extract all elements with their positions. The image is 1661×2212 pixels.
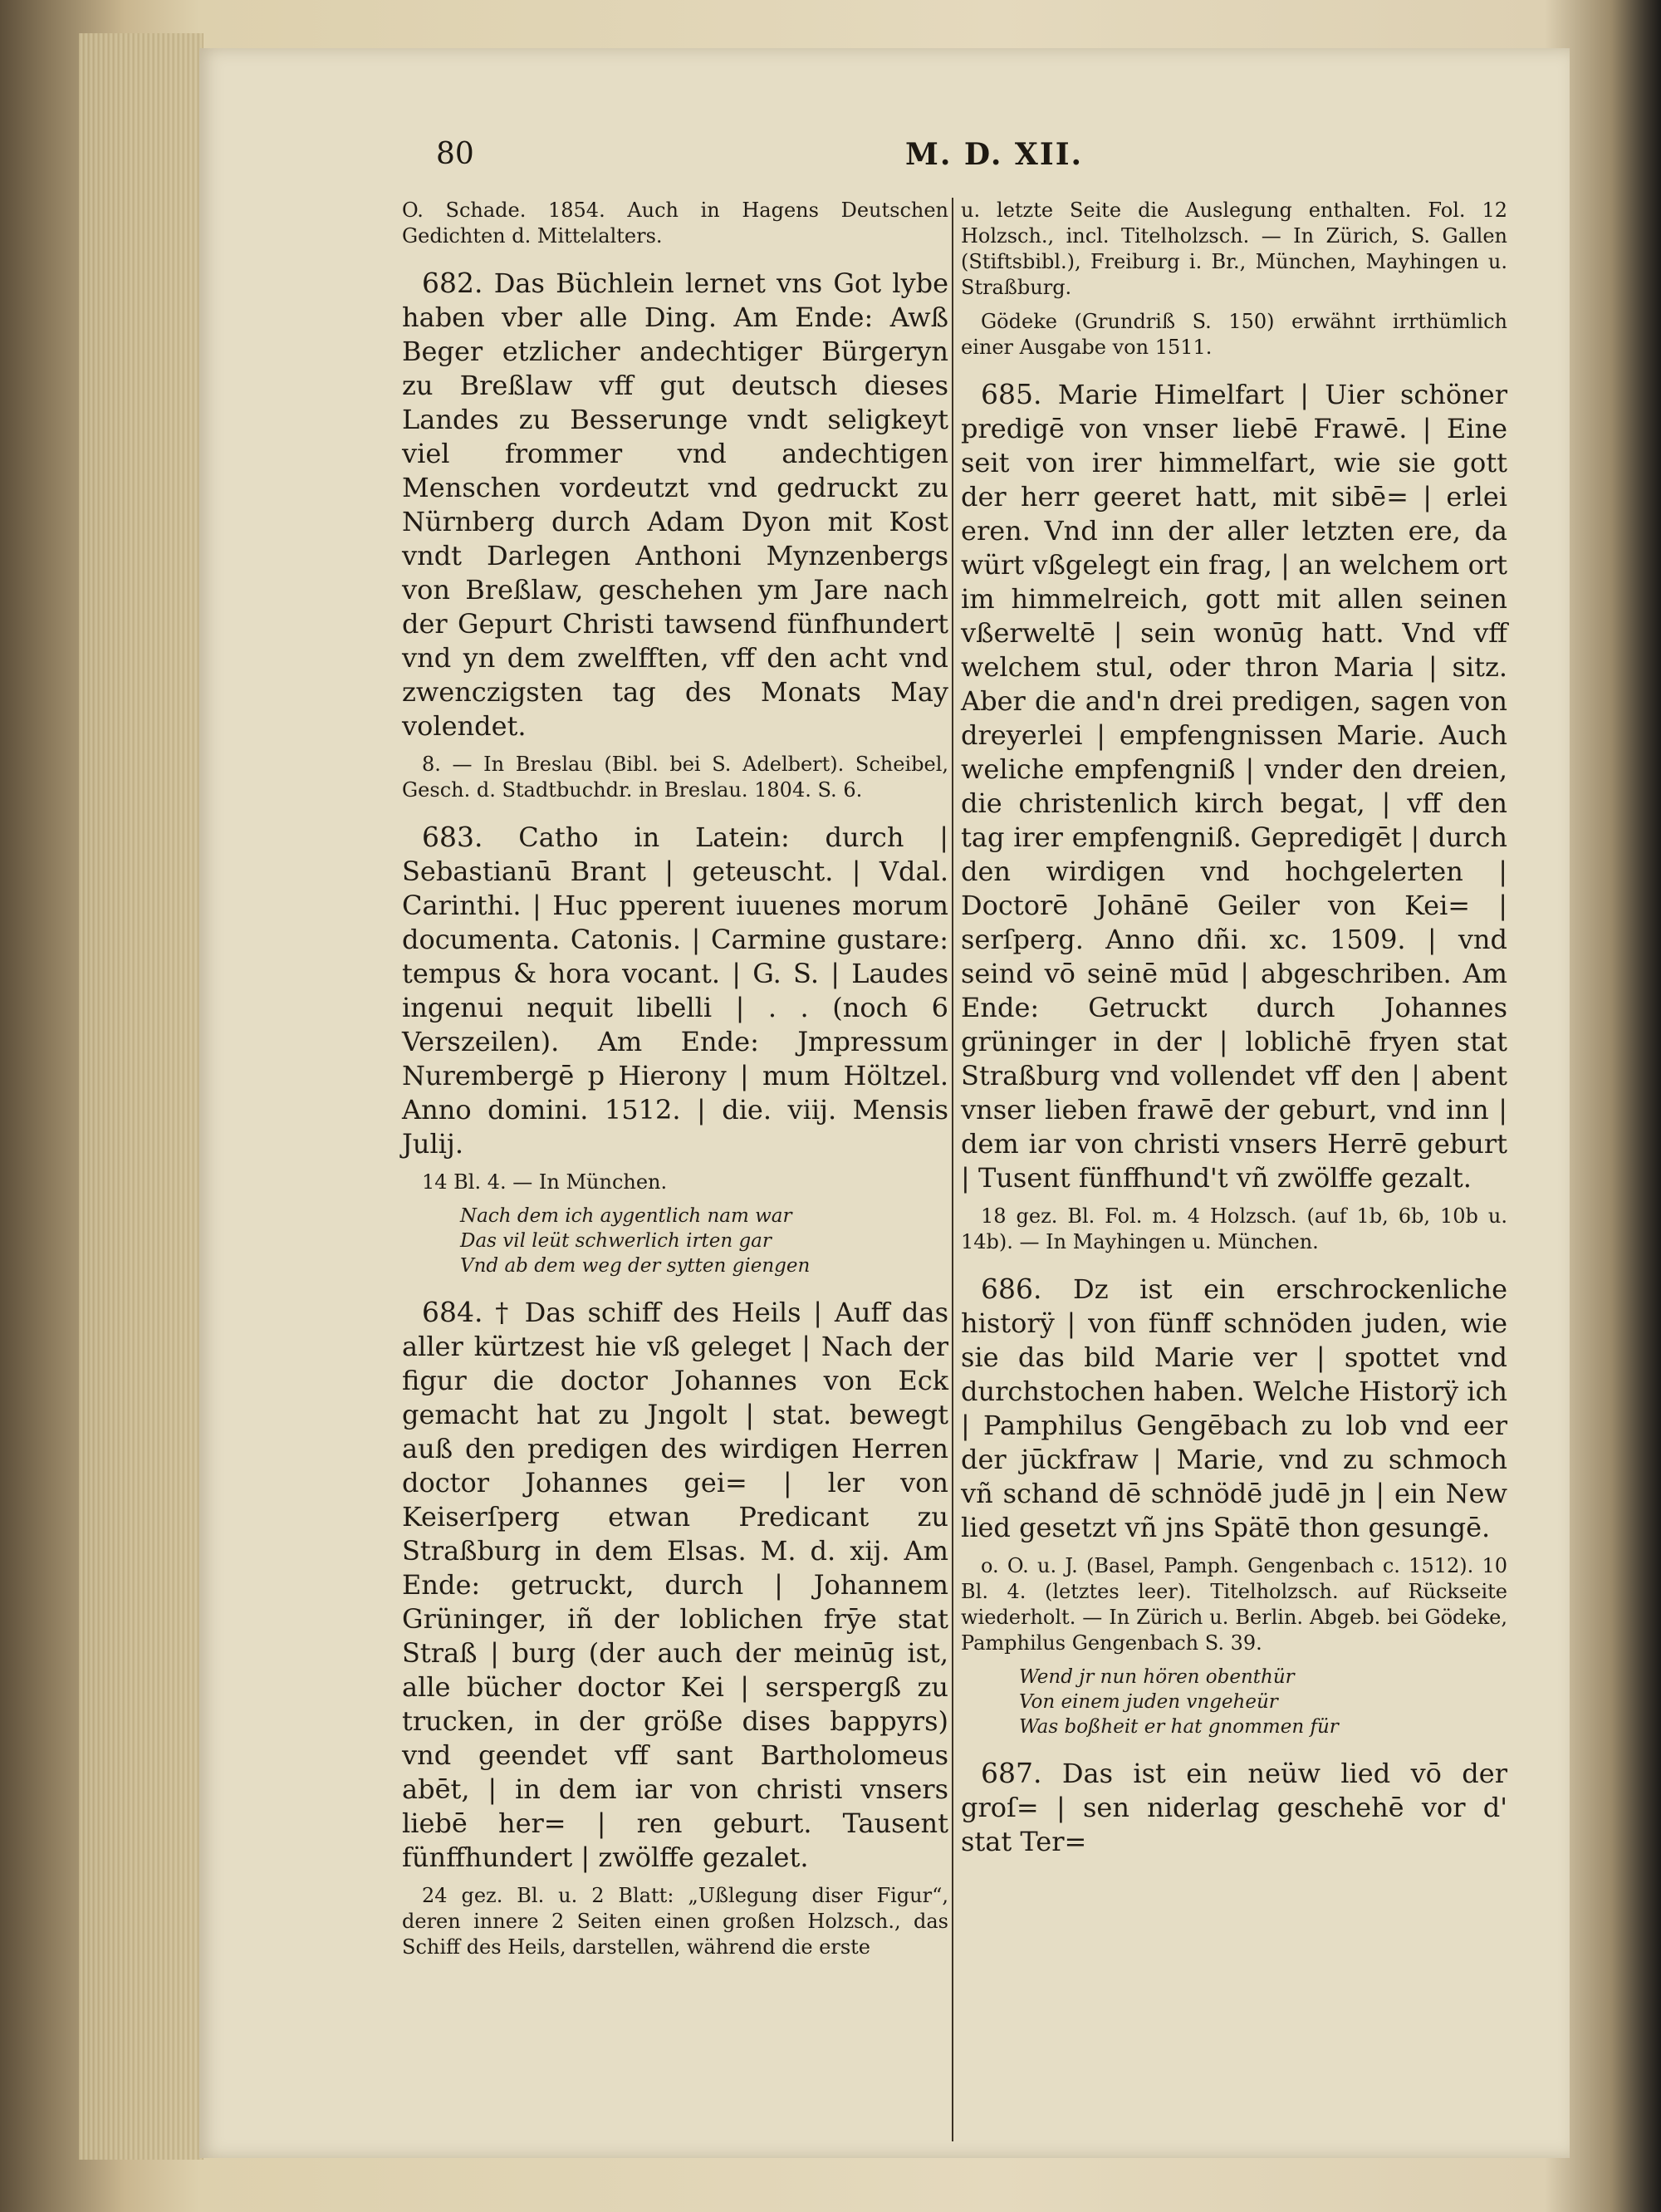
entry-number: 685.	[981, 378, 1042, 410]
entry-number: 682.	[422, 267, 483, 299]
entry-687	[961, 1756, 1507, 1859]
entry-683	[402, 820, 948, 1161]
entry-text: Dz ist ein erschrockenliche historÿ | von fünff schnöden juden, wie sie das bild Marie ver | spottet vnd durchstochen haben. Welche Historÿ ich | Pamphilus Gengēbach zu lob vnd eer der jūckfraw | Marie, vnd zu schmoch vñ schand dē schnödē judē jn | ein New lied gesetzt vñ jns Spätē thon gesungē.	[961, 1273, 1508, 1543]
note-continued: O. Schade. 1854. Auch in Hagens Deutschen Gedichten d. Mittelalters.	[402, 199, 948, 248]
entry-number: 687.	[981, 1757, 1042, 1789]
entry-682	[402, 266, 948, 743]
note-goedeke: Gödeke (Grundriß S. 150) erwähnt irrthümlich einer Ausgabe von 1511.	[961, 310, 1507, 359]
entry-686-note: o. O. u. J. (Basel, Pamph. Gengenbach c. 1512). 10 Bl. 4. (letztes leer). Titelholzsch. auf Rückseite wiederholt. — In Zürich u. Berlin. Abgeb. bei Gödeke, Pamphilus Gengenbach S. 39.	[961, 1554, 1507, 1655]
entry-682-note: 8. — In Breslau (Bibl. bei S. Adelbert). Scheibel, Gesch. d. Stadtbuchdr. in Breslau. 1804. S. 6.	[402, 753, 948, 802]
entry-text: Marie Himelfart | Uier schöner predigē von vnser liebē Frawē. | Eine seit von irer himmelfart, wie sie gott der herr geeret hatt, mit sibē= | erlei eren. Vnd inn der aller letzten ere, da würt vßgelegt ein frag, | an welchem ort im himmelreich, gott mit allen seinen vßerweltē | sein wonūg hatt. Vnd vff welchem stul, oder thron Maria | sitz. Aber die and'n drei predigen, sagen von dreyerlei | empfengnissen Marie. Auch weliche empfengniß | vnder den dreien, die christenlich kirch begat, | vff den tag irer empfengniß. Gepredigēt | durch den wirdigen vnd hochgelerten | Doctorē Johānē Geiler von Kei= | serſperg. Anno dñi. xc. 1509. | vnd seind vō seinē mūd | abgeschriben. Am Ende: Getruckt durch Johannes grüninger in der | loblichē fryen stat Straßburg vnd vollendet vff den | abent vnser lieben frawē der geburt, vnd inn | dem iar von christi vnsers Herrē geburt | Tusent fünffhund't vñ zwölffe gezalt.	[961, 379, 1508, 1194]
entry-684	[402, 1295, 948, 1875]
verse-line: Wend jr nun hören obenthür	[1019, 1666, 1295, 1688]
entry-number: 686.	[981, 1273, 1042, 1305]
note-continued: u. letzte Seite die Auslegung enthalten. Fol. 12 Holzsch., incl. Titelholzsch. — In Zürich, S. Gallen (Stiftsbibl.), Freiburg i. Br., München, Mayhingen u. Straßburg.	[961, 199, 1507, 299]
column-divider	[952, 198, 953, 2141]
verse-line: Was boßheit er hat gnommen für	[1019, 1716, 1339, 1738]
entry-text: Das Büchlein lernet vns Got lybe haben vber alle Ding. Am Ende: Awß Beger etzlicher andechtiger Bürgeryn zu Breßlaw vff gut deutsch dieses Landes zu Besserunge vndt seligkeyt viel frommer vnd andechtigen Menschen vordeutzt vnd gedruckt zu Nürnberg durch Adam Dyon mit Kost vndt Darlegen Anthoni Mynzenbergs von Breßlaw, geschehen ym Jare nach der Gepurt Christi tawsend fünfhundert vnd yn dem zwelfften, vff den acht vnd zwenczigsten tag des Monats May volendet.	[402, 267, 949, 742]
page-number: 80	[436, 137, 474, 171]
entry-685	[961, 377, 1507, 1195]
entry-685-note: 18 gez. Bl. Fol. m. 4 Holzsch. (auf 1b, 6b, 10b u. 14b). — In Mayhingen u. München.	[961, 1204, 1507, 1253]
entry-text: † Das schiff des Heils | Auff das aller kürtzest hie vß geleget | Nach der figur die doctor Johannes von Eck gemacht hat zu Jngolt | stat. bewegt auß den predigen des wirdigen Herren doctor Johannes gei= | ler von Keiserſperg etwan Predicant zu Straßburg in dem Elsas. M. d. xij. Am Ende: getruckt, durch | Johannem Grüninger, iñ der loblichen frȳe stat Straß | burg (der auch der meinūg ist, alle bücher doctor Kei | serspergß zu trucken, in der größe dises bappyrs) vnd geendet vff sant Bartholomeus abēt, | in dem iar von christi vnsers liebē her= | ren geburt. Tausent fünffhundert | zwölffe gezalet.	[402, 1297, 949, 1873]
verse-line: Von einem juden vngeheür	[1019, 1691, 1278, 1713]
entry-683-verse	[460, 1204, 948, 1278]
left-column	[402, 198, 948, 2141]
verse-line: Nach dem ich aygentlich nam war	[460, 1205, 792, 1227]
page-edges	[79, 33, 203, 2160]
verse-line: Vnd ab dem weg der sytten giengen	[460, 1255, 811, 1277]
entry-text: Das ist ein neüw lied vō der groſ= | sen niderlag geschehē vor d' stat Ter=	[961, 1758, 1508, 1857]
running-title: M. D. XII.	[905, 137, 1084, 172]
entry-number: 683.	[422, 821, 483, 853]
right-column	[961, 198, 1507, 2141]
entry-686-verse	[1019, 1665, 1507, 1739]
entry-686	[961, 1272, 1507, 1545]
verse-line: Das vil leüt schwerlich irten gar	[460, 1230, 772, 1252]
entry-683-note: 14 Bl. 4. — In München.	[422, 1170, 668, 1194]
entry-number: 684.	[422, 1296, 483, 1328]
entry-text: Catho in Latein: durch | Sebastianū Brant | geteuscht. | Vdal. Carinthi. | Huc pperent iuuenes morum documenta. Catonis. | Carmine gustare: tempus & hora vocant. | G. S. | Laudes ingenui nequit libelli | . . (noch 6 Verszeilen). Am Ende: Jmpressum Nurembergē p Hierony | mum Höltzel. Anno domini. 1512. | die. viij. Mensis Julij.	[402, 822, 949, 1160]
entry-684-note: 24 gez. Bl. u. 2 Blatt: „Ußlegung diser Figur“, deren innere 2 Seiten einen großen Holzsch., das Schiff des Heils, darstellen, während die erste	[402, 1884, 948, 1959]
